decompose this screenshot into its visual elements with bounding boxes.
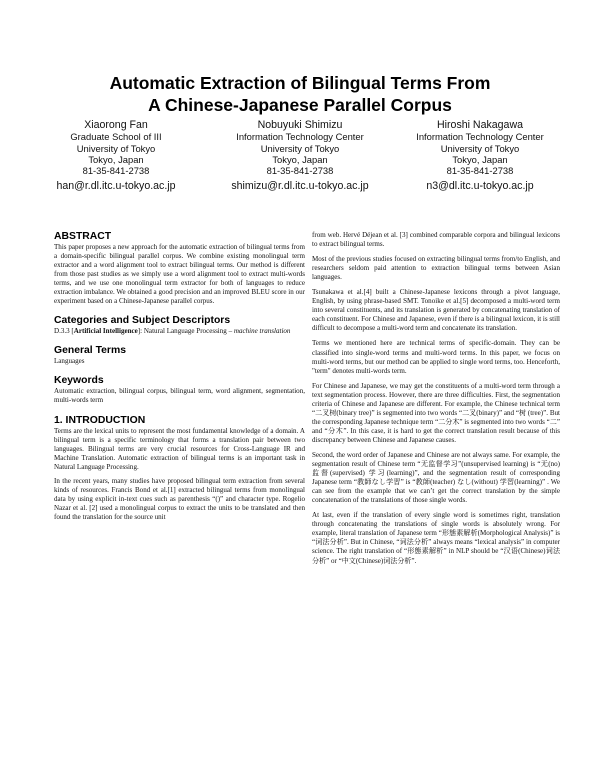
author-block-3 — [392, 119, 568, 192]
author-affiliation: Graduate School of III — [70, 131, 162, 143]
body-paragraph: Terms we mentioned here are technical terms of specific-domain. They can be classified into single-word terms and multi-word terms. In this paper, we focus on multi-word terms, but our method can be applied to single word terms, too. Henceforth, "term" denotes multi-words term. — [312, 339, 560, 375]
body-paragraph: Second, the word order of Japanese and Chinese are not always same. For example, the segmentation result of Chinese term “无监督学习”(unsupervised learning) is “无(no) 监督(supervised) 学习(learning)”, and the segmentation result of corresponding Japanese term “教師なし学習” is “教師(teacher) なし(without) 学習(learning)” . We can see from the example that we can’t get the correct translation by the simple concatenation of the translations of those single words. — [312, 450, 560, 505]
paper-title-line-1: Automatic Extraction of Bilingual Terms From — [109, 73, 491, 93]
body-paragraph: Tsunakawa et al.[4] built a Chinese-Japanese lexicons through a pivot language, English, by using phrase-based SMT. Tonoike et al.[5] decomposed a multi-word term into several constituents, and its translation is generated by concatenating translation of each constituent. For Chinese and Japanese, even if there is a bilingual lexicon, it is still difficult to decompose a multi-word term and concatenate its translation. — [312, 288, 560, 333]
general-terms-text: Languages — [54, 357, 85, 366]
abstract-text: This paper proposes a new approach for the automatic extraction of bilingual terms from a domain-specific bilingual parallel corpus. We combine existing monolingual term extractor and a word alignment tool to extract bilingual terms. Our method is different from those past studies as we simply use a word alignment tool to extract multi-words terms, and we use one monolingual term extractor for both of languages to reduce extraction imbalance. We obtained a good precision and an improved BLEU score in our experiment based on a Chinese-Japanese parallel corpus. — [54, 243, 305, 306]
body-paragraph: For Chinese and Japanese, we may get the constituents of a multi-word term through a text segmentation process. However, there are three difficulties. First, the segmentation criteria of Chinese and Japanese are different. For example, the Chinese technical term “二叉树(binary tree)” is segmented into two words “二叉(binary)” and “树 (tree)”. But the corresponding Japanese technique term “二分木” is segmented into two words “二” and “分木”. In this case, it is hard to get the correct translation result because of this discrepancy between Chinese and Japanese causes. — [312, 381, 560, 444]
body-paragraph: Most of the previous studies focused on extracting bilingual terms from/to English, and researchers seldom paid attention to extraction bilingual terms between Asian languages. — [312, 255, 560, 282]
author-city: Tokyo, Japan — [452, 153, 508, 165]
author-name: Xiaorong Fan — [84, 119, 148, 131]
categories-code: D.3.3 [ — [54, 327, 74, 336]
author-university: University of Tokyo — [260, 142, 340, 154]
author-name: Hiroshi Nakagawa — [437, 119, 523, 131]
body-paragraph: from web. Hervé Déjean et al. [3] combined comparable corpora and bilingual lexicons to extract bilingual terms. — [312, 231, 560, 249]
categories-rest: ]: Natural Language Processing – — [137, 327, 234, 336]
keywords-text: Automatic extraction, bilingual corpus, bilingual term, word alignment, segmentation, multi-words term — [54, 387, 305, 405]
keywords-heading: Keywords — [54, 375, 104, 387]
categories-bold: Artificial Intelligence — [73, 327, 138, 336]
author-block-2 — [212, 119, 388, 192]
body-paragraph: At last, even if the translation of every single word is sometimes right, translation through concatenating the translations of single words is absolutely wrong. For example, literal translation of Japanese term “形態素解析(Morphological Analysis)” is “词法分析”. But in Chinese, “词法分析” always means “lexical analysis” in computer science. The right translation of “形態素解析” in NLP should be “汉语(Chinese)词法分析” or “中文(Chinese)词法分析”. — [312, 511, 560, 565]
abstract-heading: ABSTRACT — [54, 231, 112, 242]
introduction-paragraph-1: Terms are the lexical units to represent the most fundamental knowledge of a domain. A bilingual term is a specific terminology that forms a translation pair between two languages. Bilingual terms are very crucial resources for Cross-Language IR and Machine Translation. Automatic extraction of bilingual terms is an important task in Natural Language Processing. — [54, 426, 305, 471]
categories-text — [54, 327, 305, 336]
introduction-paragraph-2: In the recent years, many studies have proposed bilingual term extraction from several kinds of resources. Francis Bond et al.[1] extracted bilingual terms from monolingual data by using explicit in-text cues such as parenthesis “()” and character type. Rogelio Nazar et al. [2] used a monolingual corpus to extract the units to be translated and then found the translation for the source unit — [54, 476, 305, 521]
introduction-heading: 1. INTRODUCTION — [54, 414, 146, 426]
author-phone: 81-35-841-2738 — [446, 165, 514, 177]
author-email[interactable]: n3@dl.itc.u-tokyo.ac.jp — [426, 180, 534, 193]
paper-title-line-2: A Chinese-Japanese Parallel Corpus — [148, 95, 452, 115]
author-email[interactable]: shimizu@r.dl.itc.u-tokyo.ac.jp — [231, 180, 369, 193]
general-terms-heading: General Terms — [54, 345, 126, 357]
author-city: Tokyo, Japan — [88, 153, 144, 165]
author-affiliation: Information Technology Center — [416, 131, 544, 143]
author-university: University of Tokyo — [440, 142, 520, 154]
author-email[interactable]: han@r.dl.itc.u-tokyo.ac.jp — [56, 180, 176, 193]
author-city: Tokyo, Japan — [272, 153, 328, 165]
author-phone: 81-35-841-2738 — [266, 165, 334, 177]
author-block-1 — [28, 119, 204, 192]
categories-heading: Categories and Subject Descriptors — [54, 315, 231, 327]
author-phone: 81-35-841-2738 — [82, 165, 150, 177]
author-affiliation: Information Technology Center — [236, 131, 364, 143]
author-university: University of Tokyo — [76, 142, 156, 154]
categories-italic: machine translation — [233, 327, 291, 336]
left-column — [54, 231, 305, 522]
author-name: Nobuyuki Shimizu — [257, 119, 343, 131]
right-column — [312, 231, 560, 566]
